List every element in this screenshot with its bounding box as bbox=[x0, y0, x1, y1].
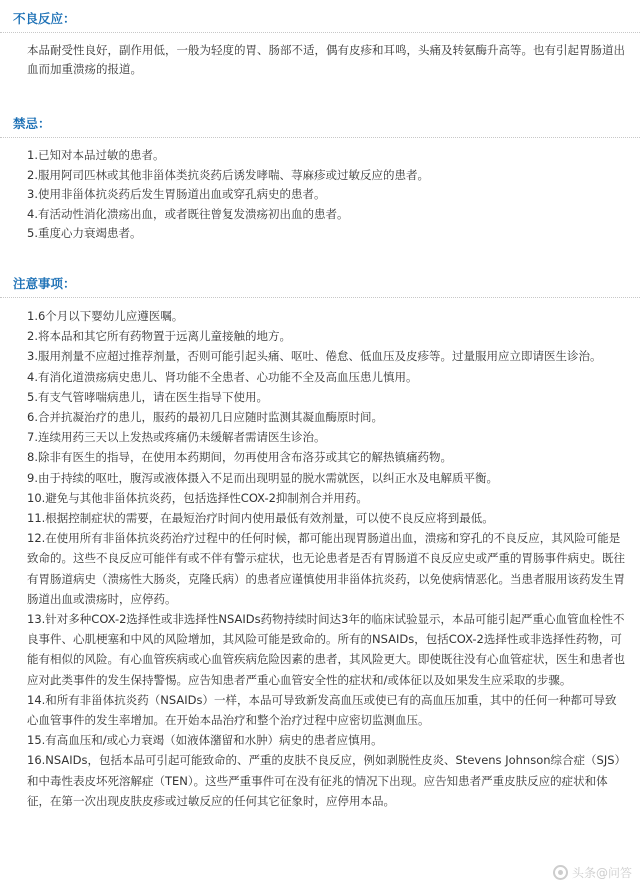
list-item: 3.使用非甾体抗炎药后发生胃肠道出血或穿孔病史的患者。 bbox=[27, 187, 326, 201]
list-item: 3.服用剂量不应超过推荐剂量，否则可能引起头痛、呕吐、倦怠、低血压及皮疹等。过量服用应立即请医生诊治。 bbox=[27, 349, 602, 364]
list-item: 1.已知对本品过敏的患者。 bbox=[27, 148, 165, 162]
list-item: 15.有高血压和/或心力衰竭（如液体潴留和水肿）病史的患者应慎用。 bbox=[27, 733, 383, 748]
list-item: 2.将本品和其它所有药物置于远离儿童接触的地方。 bbox=[27, 329, 291, 344]
list-item: 7.连续用药三天以上发热或疼痛仍未缓解者需请医生诊治。 bbox=[27, 430, 326, 445]
watermark-text: 头条@问答 bbox=[571, 866, 632, 880]
list-item: 4.有活动性消化溃疡出血，或者既往曾复发溃疡初出血的患者。 bbox=[27, 206, 349, 221]
list-item: 4.有消化道溃疡病史患儿、肾功能不全患者、心功能不全及高血压患儿慎用。 bbox=[27, 369, 418, 384]
contraindications-list bbox=[0, 146, 640, 244]
precautions-heading: 注意事项： bbox=[0, 271, 640, 298]
list-item: 16.NSAIDs，包括本品可引起可能致命的、严重的皮肤不良反应，例如剥脱性皮炎、Stevens Johnson综合症（SJS）和中毒性表皮坏死溶解症（TEN）。这些严重事件可在没有征兆的情况下出现。应告知患者严重皮肤反应的症状和体征，在第一次出现皮肤皮疹或过敏反应的任何其它征象时，应停用本品。 bbox=[27, 753, 621, 808]
list-item: 6.合并抗凝治疗的患儿，服药的最初几日应随时监测其凝血酶原时间。 bbox=[27, 410, 383, 425]
toutiao-logo-icon bbox=[553, 865, 568, 880]
list-item: 13.针对多种COX-2选择性或非选择性NSAIDs药物持续时间达3年的临床试验显示，本品可能引起严重心血管血栓性不良事件、心肌梗塞和中风的风险增加，其风险可能是致命的。所有的NSAIDs，包括COX-2选择性或非选择性药物，可能有相似的风险。有心血管疾病或心血管疾病危险因素的患者，其风险更大。即使既往没有心血管症状，医生和患者也应对此类事件的发生保持警惕。应告知患者严重心血管安全性的症状和/或体征以及如果发生应采取的步骤。 bbox=[27, 612, 625, 687]
contraindications-section bbox=[0, 111, 640, 244]
list-item: 2.服用阿司匹林或其他非甾体类抗炎药后诱发哮喘、荨麻疹或过敏反应的患者。 bbox=[27, 167, 429, 182]
precautions-list bbox=[0, 306, 640, 811]
adverse-reactions-text: 本品耐受性良好，副作用低，一般为轻度的胃、肠部不适，偶有皮疹和耳鸣，头痛及转氨酶升高等。也有引起胃肠道出血而加重溃疡的报道。 bbox=[27, 43, 625, 76]
adverse-reactions-section bbox=[0, 6, 640, 79]
list-item: 9.由于持续的呕吐，腹泻或液体摄入不足而出现明显的脱水需就医，以纠正水及电解质平衡。 bbox=[27, 470, 498, 485]
watermark bbox=[553, 864, 632, 881]
list-item: 5.重度心力衰竭患者。 bbox=[27, 226, 142, 240]
list-item: 1.6个月以下婴幼儿应遵医嘱。 bbox=[27, 309, 184, 323]
list-item: 5.有支气管哮喘病患儿，请在医生指导下使用。 bbox=[27, 389, 268, 404]
precautions-section bbox=[0, 271, 640, 811]
list-item: 11.根据控制症状的需要，在最短治疗时间内使用最低有效剂量，可以使不良反应将到最低。 bbox=[27, 511, 494, 526]
contraindications-heading: 禁忌： bbox=[0, 111, 640, 138]
list-item: 14.和所有非甾体抗炎药（NSAIDs）一样，本品可导致新发高血压或使已有的高血压加重，其中的任何一种都可导致心血管事件的发生率增加。在开始本品治疗和整个治疗过程中应密切监测血压。 bbox=[27, 692, 617, 728]
list-item: 8.除非有医生的指导，在使用本药期间，勿再使用含布洛芬或其它的解热镇痛药物。 bbox=[27, 450, 452, 465]
list-item: 10.避免与其他非甾体抗炎药，包括选择性COX-2抑制剂合并用药。 bbox=[27, 490, 368, 505]
adverse-reactions-heading: 不良反应： bbox=[0, 6, 640, 33]
list-item: 12.在使用所有非甾体抗炎药治疗过程中的任何时候，都可能出现胃肠道出血，溃疡和穿孔的不良反应，其风险可能是致命的。这些不良反应可能伴有或不伴有警示症状，也无论患者是否有胃肠道不良反应史或严重的胃肠事件病史。既往有胃肠道病史（溃疡性大肠炎，克隆氏病）的患者应谨慎使用非甾体抗炎药，以免使病情恶化。当患者服用该药发生胃肠道出血或溃疡时，应停药。 bbox=[27, 531, 625, 606]
